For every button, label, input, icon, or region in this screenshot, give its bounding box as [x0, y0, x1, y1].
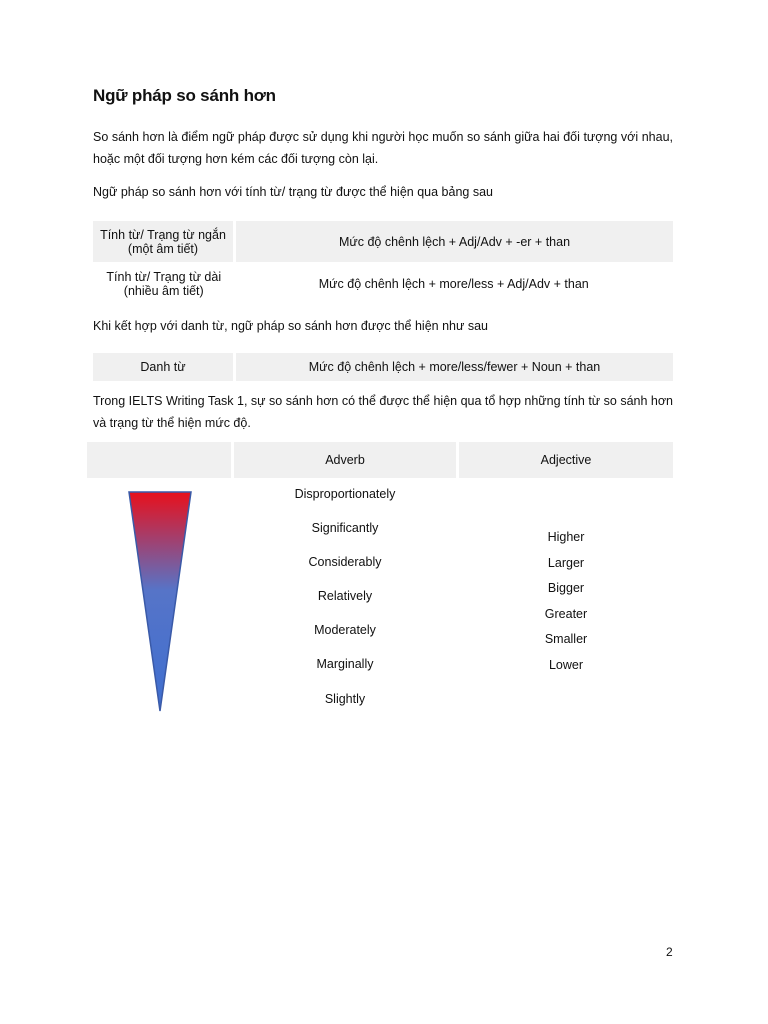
page-title: Ngữ pháp so sánh hơn	[93, 86, 276, 105]
adverb-item: Moderately	[314, 623, 376, 637]
adverb-item: Considerably	[308, 555, 382, 569]
adjective-item: Greater	[544, 607, 588, 621]
intro-paragraph: So sánh hơn là điểm ngữ pháp được sử dụng khi người học muốn so sánh giữa hai đối tượng với nhau, hoặc một đối tượng hơn kém các đối tượng còn lại.	[93, 130, 673, 166]
table-cell-formula: Mức độ chênh lệch + more/less + Adj/Adv + than	[235, 262, 674, 305]
table-row	[93, 221, 673, 262]
adverb-item: Marginally	[316, 657, 374, 671]
adverb-item: Disproportionately	[294, 487, 396, 501]
adverb-item: Significantly	[311, 521, 379, 535]
table-cell-label: Danh từ	[93, 353, 235, 381]
adverb-item: Slightly	[324, 692, 366, 706]
ielts-paragraph: Trong IELTS Writing Task 1, sự so sánh hơn có thể được thể hiện qua tổ hợp những tính từ so sánh hơn và trạng từ thể hiện mức độ.	[93, 394, 674, 430]
noun-table	[93, 353, 673, 381]
adjective-item: Higher	[547, 530, 585, 544]
table-row	[93, 353, 673, 381]
adjective-header: Adjective	[459, 442, 673, 478]
adjective-item: Lower	[548, 658, 584, 672]
table-cell-label: Tính từ/ Trạng từ ngắn (một âm tiết)	[93, 221, 235, 262]
table-row	[93, 262, 673, 305]
wedge-shape	[129, 492, 191, 711]
table-cell-label: Tính từ/ Trạng từ dài (nhiều âm tiết)	[93, 262, 235, 305]
table-cell-formula: Mức độ chênh lệch + Adj/Adv + -er + than	[235, 221, 674, 262]
table-cell-formula: Mức độ chênh lệch + more/less/fewer + Noun + than	[235, 353, 674, 381]
adverb-header: Adverb	[234, 442, 456, 478]
degree-wedge-graphic	[128, 491, 194, 713]
adjective-table-intro: Ngữ pháp so sánh hơn với tính từ/ trạng từ được thể hiện qua bảng sau	[93, 185, 493, 199]
adjective-item: Larger	[547, 556, 585, 570]
adjective-item: Bigger	[547, 581, 585, 595]
adjective-item: Smaller	[544, 632, 588, 646]
noun-table-intro: Khi kết hợp với danh từ, ngữ pháp so sánh hơn được thể hiện như sau	[93, 319, 488, 333]
adjective-adverb-table	[93, 221, 673, 305]
adverb-item: Relatively	[317, 589, 373, 603]
degree-header-empty	[87, 442, 231, 478]
page-number: 2	[666, 945, 673, 959]
